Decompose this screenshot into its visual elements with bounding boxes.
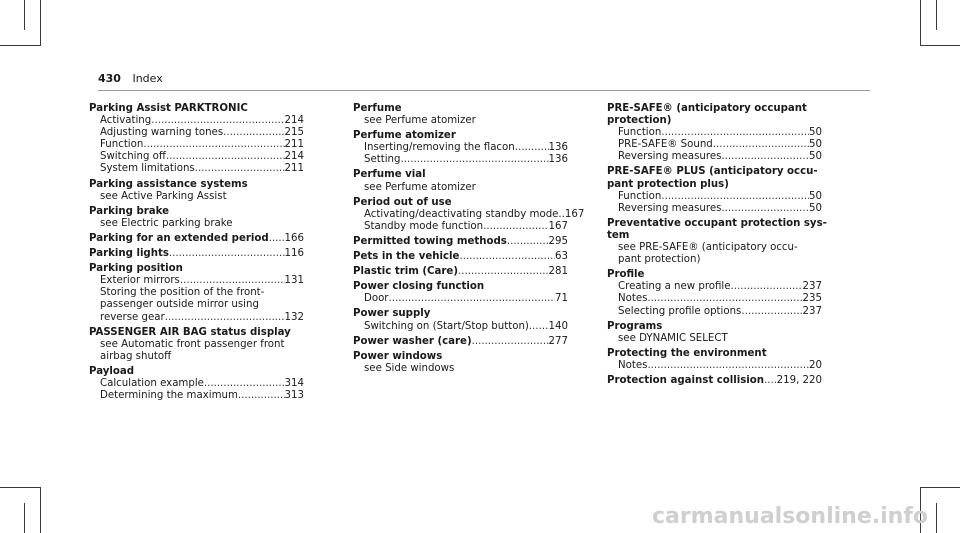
- leader-dots: [204, 378, 285, 390]
- crop-mark: [24, 0, 25, 30]
- subentry: [89, 139, 304, 151]
- entry-heading: [607, 375, 822, 387]
- page-ref: 214: [284, 151, 304, 163]
- entry-text: Standby mode function: [364, 220, 484, 232]
- subentry: [607, 281, 822, 293]
- entry-heading: [353, 351, 568, 363]
- entry-text: Profile: [607, 269, 645, 281]
- see-reference: see PRE-SAFE® (anticipatory occu-: [618, 242, 798, 254]
- entry-text: Parking brake: [89, 205, 170, 217]
- subentry: [607, 191, 822, 203]
- entry-heading: [89, 263, 304, 275]
- subentry: [89, 115, 304, 127]
- entry-heading: [89, 233, 304, 245]
- index-column-3: [607, 103, 827, 390]
- leader-dots: [515, 142, 549, 154]
- entry-heading: [607, 321, 822, 333]
- entry-text: Programs: [607, 320, 663, 332]
- entry-text: Power washer (care): [353, 335, 472, 347]
- see-reference: see Side windows: [364, 362, 455, 374]
- leader-dots: [389, 293, 556, 305]
- index-entry: [353, 351, 568, 375]
- page-ref: 211: [284, 139, 304, 151]
- page-ref: 132: [284, 311, 304, 323]
- index-entry: [89, 179, 304, 203]
- page-ref: 71: [555, 293, 568, 305]
- subentry: [353, 142, 568, 154]
- page-ref: 277: [548, 335, 568, 347]
- entry-text: System limitations: [100, 163, 195, 175]
- leader-dots: [529, 321, 549, 333]
- entry-heading: [89, 179, 304, 191]
- entry-text: Power supply: [353, 308, 431, 320]
- entry-text: Creating a new profile: [618, 281, 731, 293]
- entry-text: Reversing measures: [618, 202, 722, 214]
- index-entry: [353, 308, 568, 332]
- entry-text: Pets in the vehicle: [353, 251, 460, 263]
- entry-text: Preventative occupant protection sys-: [607, 217, 827, 229]
- entry-heading: [607, 217, 827, 230]
- entry-heading: [353, 103, 568, 115]
- entry-text: PRE-SAFE® (anticipatory occupant: [607, 103, 807, 114]
- page-ref: 219, 220: [776, 374, 822, 386]
- leader-dots: [507, 236, 549, 248]
- page-ref: 136: [548, 154, 568, 166]
- page-number: 430: [98, 72, 121, 85]
- leader-dots: [238, 390, 285, 402]
- entry-text: Plastic trim (Care): [353, 266, 458, 278]
- subentry: [89, 151, 304, 163]
- entry-heading: [353, 130, 568, 142]
- see-reference: airbag shutoff: [100, 350, 172, 362]
- page-ref: 50: [809, 190, 822, 202]
- entry-text: Switching on (Start/Stop button): [364, 320, 529, 332]
- entry-text: Power closing function: [353, 281, 485, 293]
- index-entry: [89, 263, 304, 323]
- subentry: [353, 221, 568, 233]
- leader-dots: [400, 154, 548, 166]
- crop-mark: [0, 487, 40, 488]
- entry-heading: [353, 251, 568, 263]
- index-entry: [607, 269, 822, 317]
- entry-heading: [607, 115, 822, 127]
- subentry-line: Storing the position of the front-: [100, 287, 265, 299]
- leader-dots: [661, 127, 809, 139]
- crop-mark: [920, 487, 960, 488]
- crop-mark: [40, 0, 41, 46]
- entry-heading: [353, 308, 568, 320]
- see-reference: see Automatic front passenger front: [100, 338, 285, 350]
- subentry: [89, 127, 304, 139]
- entry-text: Parking position: [89, 263, 183, 275]
- subentry: [353, 321, 568, 333]
- leader-dots: [764, 375, 777, 387]
- leader-dots: [169, 248, 285, 260]
- entry-text: PRE-SAFE® Sound: [618, 139, 713, 151]
- index-entry: [607, 375, 822, 387]
- page-title: Index: [132, 72, 163, 85]
- entry-text: Notes: [618, 293, 648, 305]
- page-ref: 235: [802, 293, 822, 305]
- index-entry: [353, 103, 568, 127]
- leader-dots: [661, 191, 809, 203]
- entry-text: Perfume atomizer: [353, 130, 456, 142]
- subentry: [607, 306, 822, 318]
- subentry: [353, 293, 568, 305]
- entry-heading: [89, 206, 304, 218]
- crop-mark: [920, 0, 921, 46]
- entry-text: Function: [100, 139, 144, 151]
- crop-mark: [936, 0, 937, 30]
- crop-mark: [0, 45, 40, 46]
- entry-text: Function: [618, 190, 662, 202]
- subentry: [607, 139, 822, 151]
- see-reference: pant protection): [618, 254, 701, 266]
- leader-dots: [180, 275, 285, 287]
- entry-heading: [89, 366, 304, 378]
- page-ref: 140: [548, 320, 568, 332]
- entry-text: Switching off: [100, 151, 166, 163]
- see-reference: see DYNAMIC SELECT: [618, 332, 728, 344]
- page-ref: 131: [284, 275, 304, 287]
- index-entry: [353, 266, 568, 278]
- entry-text: Perfume vial: [353, 169, 426, 181]
- index-entry: [353, 236, 568, 248]
- subentry-line: passenger outside mirror using: [100, 299, 259, 311]
- entry-heading: [607, 179, 822, 191]
- subentry: [607, 360, 822, 372]
- entry-text: Permitted towing methods: [353, 235, 507, 247]
- subentry: [607, 293, 822, 305]
- page-ref: 281: [548, 266, 568, 278]
- entry-heading: [607, 348, 822, 360]
- entry-text: Reversing measures: [618, 151, 722, 163]
- entry-text: Function: [618, 127, 662, 139]
- see-reference: see Perfume atomizer: [364, 115, 476, 127]
- page-ref: 214: [284, 115, 304, 127]
- leader-dots: [483, 221, 548, 233]
- leader-dots: [458, 266, 549, 278]
- see-reference: see Perfume atomizer: [364, 181, 476, 193]
- entry-text: Adjusting warning tones: [100, 127, 224, 139]
- page-ref: 20: [809, 359, 822, 371]
- entry-heading: [89, 248, 304, 260]
- header-rule: [98, 90, 870, 91]
- entry-text: Notes: [618, 359, 648, 371]
- index-entry: [89, 366, 304, 402]
- entry-heading: [89, 327, 304, 339]
- index-entry: [89, 327, 304, 363]
- leader-dots: [459, 251, 555, 263]
- entry-text: tem: [607, 229, 630, 241]
- entry-text: Power windows: [353, 350, 443, 362]
- page-ref: 50: [809, 127, 822, 139]
- page-ref: 116: [284, 248, 304, 260]
- leader-dots: [269, 233, 285, 245]
- crop-mark: [920, 45, 960, 46]
- index-entry: [607, 166, 822, 214]
- entry-text: protection): [607, 115, 672, 127]
- page-ref: 63: [555, 251, 568, 263]
- index-entry: [607, 321, 822, 345]
- page-ref: 50: [809, 139, 822, 151]
- entry-text: Selecting profile options: [618, 305, 742, 317]
- entry-text: Perfume: [353, 103, 402, 114]
- index-entry: [89, 206, 304, 230]
- entry-text: Parking assistance systems: [89, 178, 248, 190]
- entry-heading: [353, 336, 568, 348]
- entry-text: Determining the maximum: [100, 390, 238, 402]
- entry-text: Parking for an extended period: [89, 232, 269, 244]
- entry-text: Parking Assist PARKTRONIC: [89, 103, 248, 114]
- crop-mark: [24, 503, 25, 533]
- entry-text: Period out of use: [353, 196, 452, 208]
- index-column-1: [89, 103, 304, 405]
- see-reference: see Electric parking brake: [100, 217, 233, 229]
- entry-text: Payload: [89, 365, 135, 377]
- leader-dots: [721, 151, 809, 163]
- leader-dots: [721, 203, 809, 215]
- leader-dots: [472, 336, 549, 348]
- index-column-2: [353, 103, 585, 378]
- leader-dots: [166, 151, 285, 163]
- index-entry: [353, 130, 568, 166]
- entry-text: pant protection plus): [607, 178, 729, 190]
- page-ref: 313: [284, 390, 304, 402]
- leader-dots: [647, 360, 809, 372]
- watermark: carmanualsonline.info: [652, 504, 928, 529]
- leader-dots: [151, 115, 284, 127]
- entry-text: Activating/deactivating standby mode..: [364, 208, 565, 220]
- index-entry: [353, 251, 568, 263]
- index-entry: [607, 217, 827, 266]
- index-entry: [353, 196, 585, 233]
- subentry: [89, 378, 304, 390]
- page-header: [98, 72, 163, 85]
- page-ref: 295: [548, 235, 568, 247]
- leader-dots: [143, 139, 284, 151]
- subentry: [89, 163, 304, 175]
- entry-heading: [607, 103, 822, 115]
- entry-text: Protecting the environment: [607, 347, 767, 359]
- leader-dots: [741, 306, 802, 318]
- subentry: [353, 154, 568, 166]
- page-ref: 166: [284, 232, 304, 244]
- entry-text: Calculation example: [100, 377, 204, 389]
- entry-heading: [353, 236, 568, 248]
- page-ref: 237: [802, 281, 822, 293]
- entry-text: Parking lights: [89, 248, 169, 260]
- page-ref: 136: [548, 142, 568, 154]
- page-ref: 314: [284, 377, 304, 389]
- entry-heading: [607, 166, 822, 178]
- entry-text: Door: [364, 293, 389, 305]
- leader-dots: [223, 127, 284, 139]
- entry-text: Exterior mirrors: [100, 275, 180, 287]
- index-entry: [89, 248, 304, 260]
- entry-text: Activating: [100, 115, 152, 127]
- page-ref: 167: [564, 208, 585, 220]
- entry-text: Setting: [364, 154, 401, 166]
- entry-heading: [353, 266, 568, 278]
- subentry: [607, 203, 822, 215]
- entry-heading: [607, 230, 822, 242]
- entry-text: Inserting/removing the flacon: [364, 142, 515, 154]
- subentry: [607, 127, 822, 139]
- entry-text: reverse gear: [100, 311, 165, 323]
- entry-heading: [353, 281, 568, 293]
- page-ref: 50: [809, 202, 822, 214]
- index-entry: [607, 348, 822, 372]
- leader-dots: [165, 312, 285, 324]
- index-entry: [89, 233, 304, 245]
- leader-dots: [647, 293, 802, 305]
- subentry: [89, 312, 304, 324]
- leader-dots: [713, 139, 809, 151]
- index-entry: [353, 169, 568, 193]
- leader-dots: [195, 163, 285, 175]
- page-ref: 50: [809, 151, 822, 163]
- entry-heading: [353, 169, 568, 181]
- page-ref: 237: [802, 305, 822, 317]
- crop-mark: [40, 487, 41, 533]
- page-ref: 211: [284, 163, 304, 175]
- subentry: [607, 151, 822, 163]
- leader-dots: [731, 281, 803, 293]
- index-entry: [353, 336, 568, 348]
- page-ref: 167: [548, 220, 568, 232]
- subentry: [89, 390, 304, 402]
- entry-heading: [607, 269, 822, 281]
- entry-text: PRE-SAFE® PLUS (anticipatory occu-: [607, 166, 818, 178]
- subentry: [89, 275, 304, 287]
- subentry: [353, 208, 585, 221]
- entry-heading: [89, 103, 304, 115]
- entry-heading: [353, 197, 568, 209]
- crop-mark: [936, 503, 937, 533]
- entry-text: PASSENGER AIR BAG status display: [89, 326, 291, 338]
- entry-text: Protection against collision: [607, 374, 765, 386]
- index-entry: [89, 103, 304, 176]
- page-ref: 215: [284, 127, 304, 139]
- index-entry: [607, 103, 822, 163]
- index-entry: [353, 281, 568, 305]
- see-reference: see Active Parking Assist: [100, 190, 227, 202]
